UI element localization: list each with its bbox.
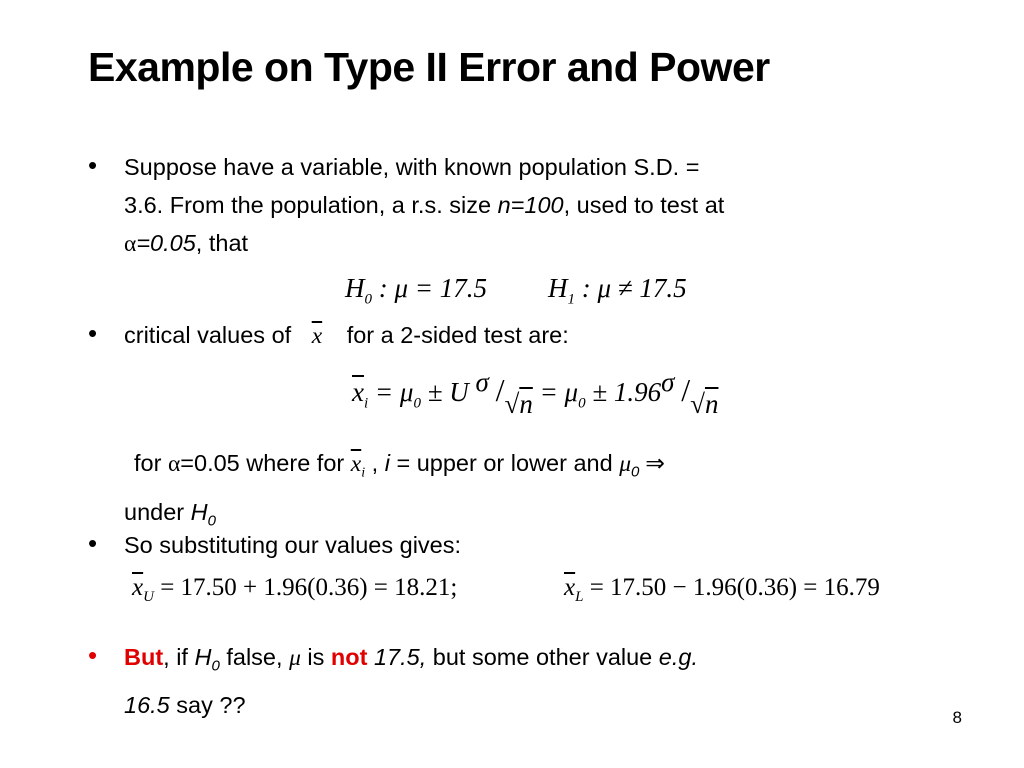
critical-value-equation: $\overline{x}_i = \mu_0 \pm U$ σ $/√n = \mu_0 \pm 1.96\sigma$ /√n — [352, 367, 719, 419]
bullet-marker: • — [88, 528, 98, 558]
bullet-4-text: But, if $H_0$ false, μ is not 17.5, but some other value e.g. 16.5 say ?? — [124, 644, 698, 718]
alpha-value: =0.05 — [136, 230, 196, 256]
page-number: 8 — [952, 708, 962, 727]
bullet-marker-red: • — [88, 640, 98, 670]
bullet-marker: • — [88, 150, 98, 180]
upper-critical-equation: $\overline{x}_U = 17.50 + 1.96(0.36) = 18.21$; — [132, 574, 458, 605]
bullet-marker: • — [88, 318, 98, 348]
bullet-2-text: critical values of $\overline{x}$ for a 2-sided test are: — [124, 322, 569, 349]
sample-size: n=100 — [497, 192, 564, 218]
note-text: for α=0.05 where for $\overline{x}_i$ , i = upper or lower and $\mu_0$ ⇒ under $H_0$ — [124, 450, 665, 530]
slide-title: Example on Type II Error and Power — [88, 44, 770, 90]
h1-equation: $H_1$ : μ ≠ 17.5 — [548, 273, 687, 308]
b1-line1: Suppose have a variable, with known population S.D. = — [124, 154, 700, 180]
alpha-symbol: α — [124, 231, 137, 257]
b1-that: , that — [195, 230, 249, 256]
bullet-1-text — [124, 148, 944, 263]
bullet-3-text: So substituting our values gives: — [124, 532, 462, 558]
b1-line2b: , used to test at — [563, 192, 725, 218]
xbar-symbol: $\overline{x}$ — [311, 323, 323, 349]
h0-equation: $H_0$ : μ = 17.5 — [345, 273, 488, 308]
lower-critical-equation: $\overline{x}_L = 17.50 - 1.96(0.36) = 16.79$ — [564, 574, 880, 605]
b1-line2a: 3.6. From the population, a r.s. size — [124, 192, 498, 218]
